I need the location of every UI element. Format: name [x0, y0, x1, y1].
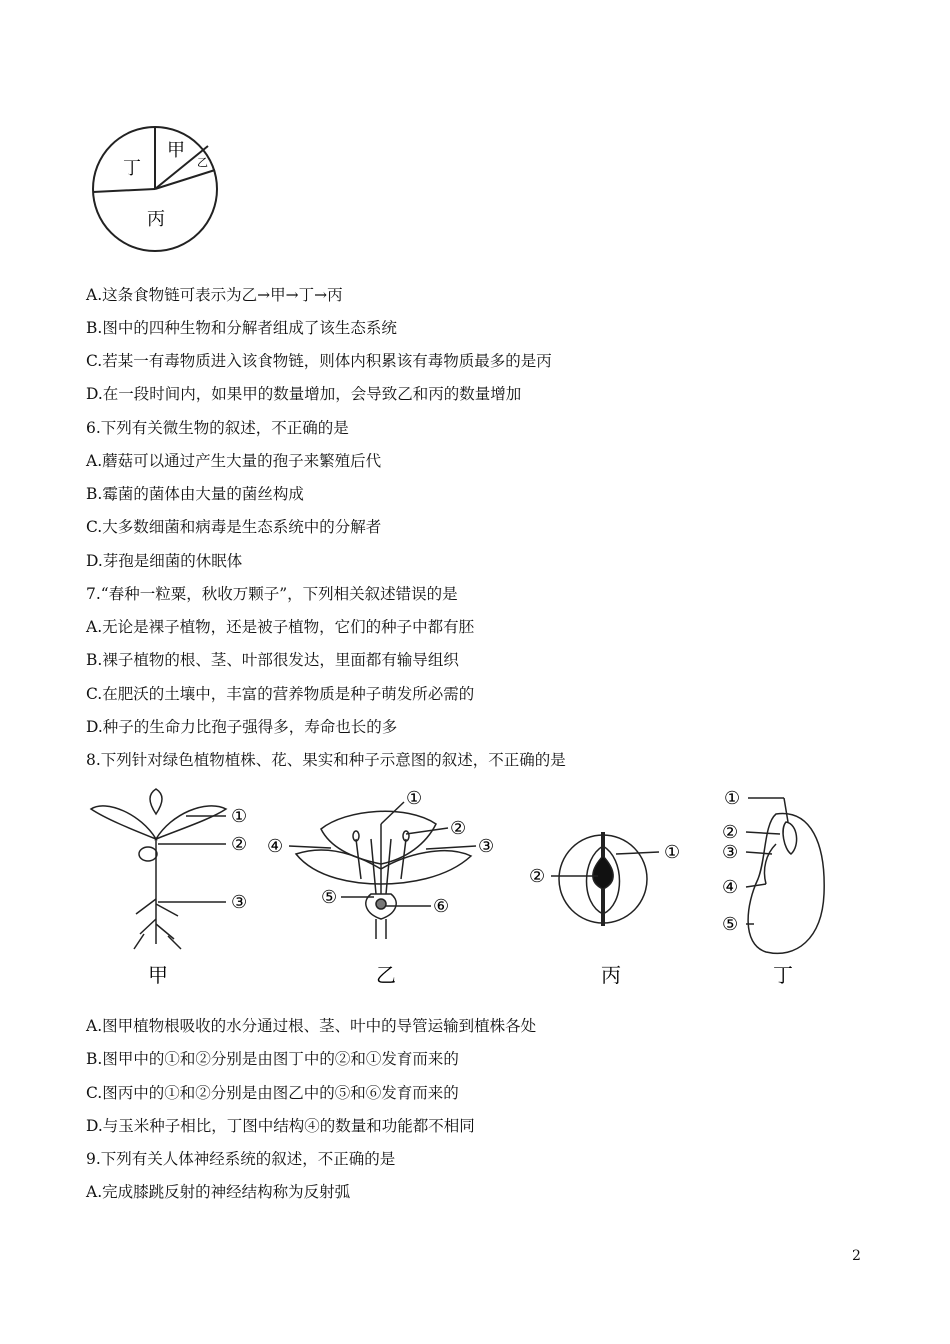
q6-option-d: D.芽孢是细菌的休眠体 — [86, 552, 243, 570]
leader-ding-1b — [784, 798, 788, 822]
plant-structure-figure — [86, 784, 846, 994]
plant-bud — [150, 789, 162, 814]
plant-roots — [134, 899, 181, 949]
q8-stem: 8.下列针对绿色植物植株、花、果实和种子示意图的叙述，不正确的是 — [86, 751, 566, 769]
figure-yi-flower — [289, 802, 476, 939]
page-number: 2 — [852, 1248, 861, 1264]
jia-label-3: ③ — [231, 892, 248, 913]
leader-ding-2 — [746, 832, 780, 834]
bing-label-2: ② — [529, 866, 546, 887]
ding-label-4: ④ — [722, 877, 739, 898]
flower-petals-front — [296, 850, 471, 884]
q6-option-a: A.蘑菇可以通过产生大量的孢子来繁殖后代 — [86, 452, 382, 470]
fruit-seed — [593, 856, 613, 889]
q5-option-a: A.这条食物链可表示为乙→甲→丁→丙 — [86, 286, 343, 304]
figure-jia-plant — [91, 789, 226, 949]
q7-option-d: D.种子的生命力比孢子强得多，寿命也长的多 — [86, 718, 398, 736]
figure-bing-fruit — [551, 832, 659, 926]
plant-leaf-left — [91, 806, 156, 839]
ding-label-2: ② — [722, 822, 739, 843]
pie-label-ding: 丁 — [123, 158, 141, 179]
food-chain-pie-diagram — [90, 122, 230, 262]
figure-caption-yi: 乙 — [376, 963, 396, 987]
q7-stem: 7.“春种一粒粟，秋收万颗子”，下列相关叙述错误的是 — [86, 585, 458, 603]
q7-option-b: B.裸子植物的根、茎、叶部很发达，里面都有输导组织 — [86, 651, 459, 669]
q8-option-d: D.与玉米种子相比，丁图中结构④的数量和功能都不相同 — [86, 1117, 475, 1135]
q6-option-b: B.霉菌的菌体由大量的菌丝构成 — [86, 485, 304, 503]
leader-yi-2 — [406, 828, 448, 834]
flower-petal-back — [321, 811, 436, 864]
q8-option-b: B.图甲中的①和②分别是由图丁中的②和①发育而来的 — [86, 1050, 459, 1068]
leader-yi-3 — [426, 846, 476, 849]
ding-label-3: ③ — [722, 842, 739, 863]
q7-option-c: C.在肥沃的土壤中，丰富的营养物质是种子萌发所必需的 — [86, 685, 475, 703]
q5-option-d: D.在一段时间内，如果甲的数量增加，会导致乙和丙的数量增加 — [86, 385, 522, 403]
pie-divider-left — [93, 189, 155, 192]
seed-coat-outline — [748, 814, 824, 954]
figure-caption-ding: 丁 — [773, 963, 793, 987]
q5-option-c: C.若某一有毒物质进入该食物链，则体内积累该有毒物质最多的是丙 — [86, 352, 552, 370]
q6-stem: 6.下列有关微生物的叙述，不正确的是 — [86, 419, 349, 437]
yi-label-5: ⑤ — [321, 887, 338, 908]
ding-label-1: ① — [724, 788, 741, 809]
plant-cotyledon — [139, 847, 157, 861]
yi-label-2: ② — [450, 818, 467, 839]
q8-option-a: A.图甲植物根吸收的水分通过根、茎、叶中的导管运输到植株各处 — [86, 1017, 537, 1035]
pie-label-bing: 丙 — [147, 209, 165, 230]
jia-label-2: ② — [231, 834, 248, 855]
pie-label-yi: 乙 — [197, 156, 208, 169]
flower-receptacle — [376, 919, 386, 939]
leader-yi-4 — [289, 846, 331, 848]
jia-label-1: ① — [231, 806, 248, 827]
seed-hypocotyl — [764, 844, 776, 884]
pie-label-jia: 甲 — [167, 140, 185, 161]
yi-label-3: ③ — [478, 836, 495, 857]
leader-ding-3 — [746, 852, 772, 854]
plant-leaf-right — [156, 806, 226, 839]
yi-label-4: ④ — [267, 836, 284, 857]
figure-ding-seed — [746, 798, 824, 953]
q5-option-b: B.图中的四种生物和分解者组成了该生态系统 — [86, 319, 397, 337]
seed-plumule — [783, 822, 797, 854]
q6-option-c: C.大多数细菌和病毒是生态系统中的分解者 — [86, 518, 382, 536]
flower-ovule — [376, 899, 386, 909]
ding-label-5: ⑤ — [722, 914, 739, 935]
yi-label-6: ⑥ — [433, 896, 450, 917]
q9-option-a: A.完成膝跳反射的神经结构称为反射弧 — [86, 1183, 351, 1201]
q7-option-a: A.无论是裸子植物，还是被子植物，它们的种子中都有胚 — [86, 618, 475, 636]
leader-bing-1 — [616, 852, 659, 854]
q8-option-c: C.图丙中的①和②分别是由图乙中的⑤和⑥发育而来的 — [86, 1084, 459, 1102]
q9-stem: 9.下列有关人体神经系统的叙述，不正确的是 — [86, 1150, 396, 1168]
pie-divider-yi — [155, 170, 215, 189]
figure-caption-bing: 丙 — [601, 963, 621, 987]
leader-yi-1 — [381, 802, 404, 824]
figure-caption-jia: 甲 — [148, 963, 168, 987]
bing-label-1: ① — [664, 842, 681, 863]
yi-label-1: ① — [406, 788, 423, 809]
